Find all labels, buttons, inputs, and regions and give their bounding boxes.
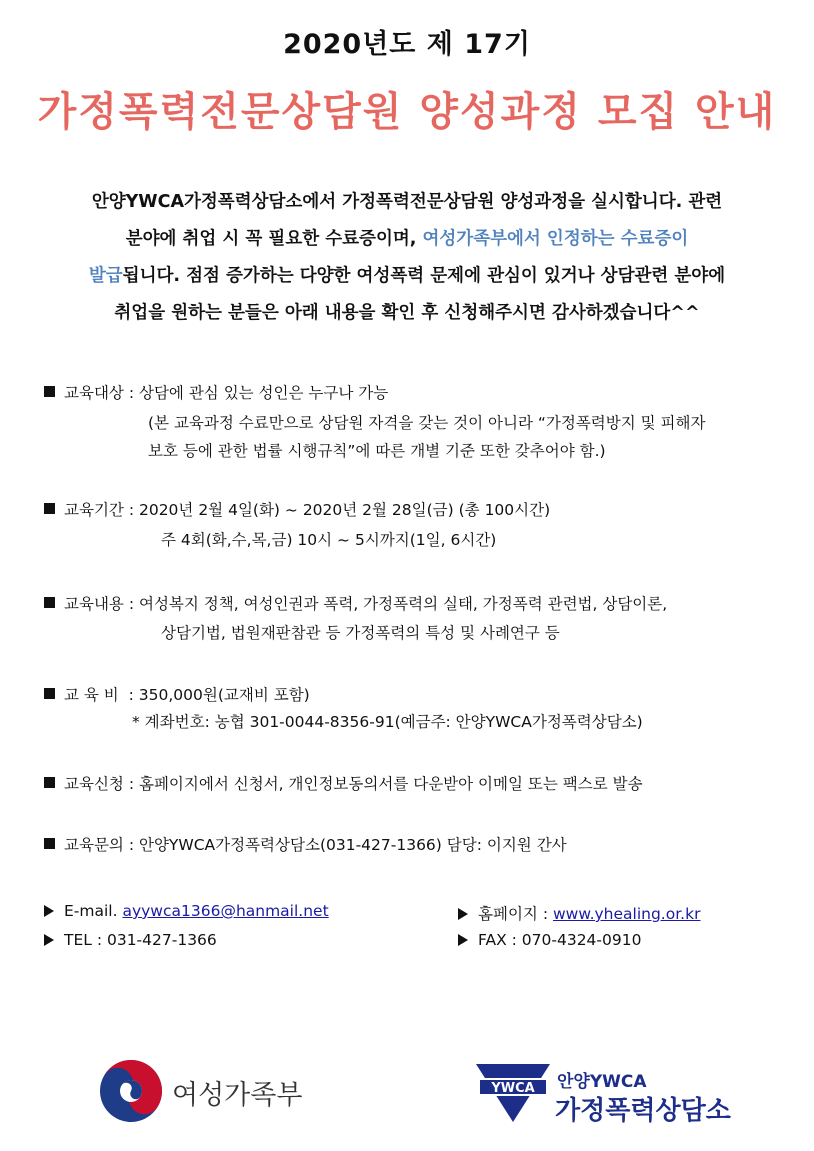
section-inquiry-label: 교육문의 : 안양YWCA가정폭력상담소(031-427-1366) 담당: 이지원 간사	[64, 836, 567, 854]
contact-email-label: E-mail.	[64, 902, 123, 920]
section-period	[44, 498, 550, 520]
contact-homepage-label: 홈페이지 :	[478, 905, 553, 923]
section-period-detail: 주 4회(화,수,목,금) 10시 ~ 5시까지(1일, 6시간)	[161, 531, 497, 549]
section-fee-label: 교 육 비 : 350,000원(교재비 포함)	[64, 686, 310, 704]
page-title: 가정폭력전문상담원 양성과정 모집 안내	[37, 89, 777, 135]
square-bullet-icon	[44, 688, 55, 699]
section-content-label: 교육내용 : 여성복지 정책, 여성인권과 폭력, 가정폭력의 실태, 가정폭력 관련법, 상담이론,	[64, 595, 668, 613]
mogef-logo-text: 여성가족부	[172, 1080, 303, 1111]
triangle-bullet-icon	[458, 908, 468, 920]
contact-tel	[44, 931, 217, 949]
section-apply	[44, 772, 643, 794]
intro-line-3	[0, 262, 814, 287]
homepage-link[interactable]: www.yhealing.or.kr	[552, 905, 701, 923]
ywca-logo-icon	[476, 1064, 550, 1122]
square-bullet-icon	[44, 597, 55, 608]
section-content	[44, 592, 667, 614]
ywca-logo-big-text: 가정폭력상담소	[555, 1096, 731, 1126]
section-inquiry	[44, 833, 567, 855]
section-fee	[44, 683, 310, 705]
intro-line-2	[0, 225, 814, 250]
contact-fax	[458, 931, 641, 949]
section-target	[44, 381, 388, 403]
section-apply-label: 교육신청 : 홈페이지에서 신청서, 개인정보동의서를 다운받아 이메일 또는 팩스로 발송	[64, 775, 643, 793]
section-content-detail: 상담기법, 법원재판참관 등 가정폭력의 특성 및 사례연구 등	[161, 624, 560, 642]
triangle-bullet-icon	[458, 934, 468, 946]
section-target-note-2: 보호 등에 관한 법률 시행규칙”에 따른 개별 기준 또한 갖추어야 함.)	[148, 442, 606, 460]
triangle-bullet-icon	[44, 934, 54, 946]
section-target-note-1: (본 교육과정 수료만으로 상담원 자격을 갖는 것이 아니라 “가정폭력방지 및 피해자	[148, 414, 706, 432]
triangle-bullet-icon	[44, 905, 54, 917]
contact-fax-text: FAX : 070-4324-0910	[478, 931, 642, 949]
square-bullet-icon	[44, 777, 55, 788]
intro-highlight-certificate: 여성가족부에서 인정하는 수료증이	[422, 229, 689, 249]
intro-line-2-text: 분야에 취업 시 꼭 필요한 수료증이며,	[125, 229, 423, 249]
intro-line-1: 안양YWCA가정폭력상담소에서 가정폭력전문상담원 양성과정을 실시합니다. 관련	[91, 192, 723, 212]
contact-homepage	[458, 902, 700, 924]
section-period-label: 교육기간 : 2020년 2월 4일(화) ~ 2020년 2월 28일(금) (총 100시간)	[64, 501, 551, 519]
taegeuk-logo-icon	[98, 1058, 164, 1124]
contact-email	[44, 902, 329, 920]
contact-tel-text: TEL : 031-427-1366	[64, 931, 217, 949]
square-bullet-icon	[44, 386, 55, 397]
square-bullet-icon	[44, 838, 55, 849]
ywca-logo-small-text: 안양YWCA	[557, 1072, 647, 1092]
email-link[interactable]: ayywca1366@hanmail.net	[122, 902, 329, 920]
section-target-label: 교육대상 : 상담에 관심 있는 성인은 누구나 가능	[64, 384, 389, 402]
ywca-badge-text: YWCA	[491, 1081, 535, 1096]
square-bullet-icon	[44, 503, 55, 514]
intro-line-3-text: 됩니다. 점점 증가하는 다양한 여성폭력 문제에 관심이 있거나 상담관련 분야에	[122, 266, 726, 286]
intro-highlight-issue: 발급	[88, 266, 123, 286]
section-fee-account: * 계좌번호: 농협 301-0044-8356-91(예금주: 안양YWCA가정폭력상담소)	[132, 713, 643, 731]
page-subtitle: 2020년도 제 17기	[283, 29, 531, 60]
intro-line-4: 취업을 원하는 분들은 아래 내용을 확인 후 신청해주시면 감사하겠습니다^^	[114, 303, 700, 323]
